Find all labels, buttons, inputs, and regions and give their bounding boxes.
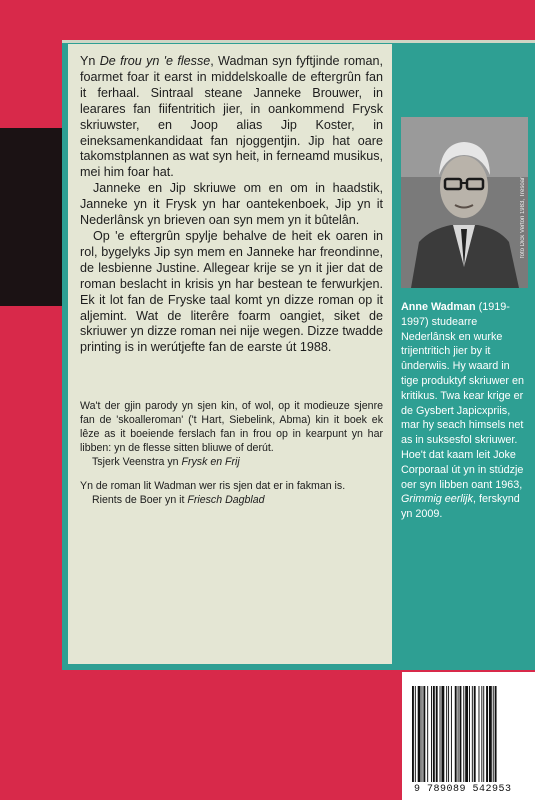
photo-credit: foto Dick Verton 1983, Tresoar	[520, 177, 526, 259]
bio-book-title: Grimmig eerlijk	[401, 493, 473, 506]
quote-1-source: Frysk en Frij	[181, 456, 240, 469]
barcode-box	[402, 672, 535, 800]
p1-prefix: Yn	[80, 54, 100, 68]
isbn-number: 9 789089 542953	[414, 784, 512, 795]
barcode	[412, 686, 525, 782]
author-portrait-illustration	[401, 117, 528, 288]
quote-2-source: Friesch Dagblad	[187, 494, 265, 507]
author-bio	[401, 300, 529, 522]
author-photo	[401, 117, 528, 288]
bio-text-a: (1919-1997) studearre Nederlânsk en wurke trijentritich jier by it ûnderwiis. Hy waard in tige produktyf skriuwer en kritikus. Twa kear krige er de Gysbert Japicxpriis, mar hy seach himsels net as in suksesfol skriuwer. Hoe't dat kaam leit Joke Corporaal út yn in stúdzje oer syn libben oant 1963,	[401, 301, 525, 491]
blurb-text	[80, 54, 383, 356]
blurb-box	[68, 44, 392, 664]
quote-1-text: Wa't der gjin parody yn sjen kin, of wol, op it modieuze sjenre fan de 'skoalleroman' ('t Hart, Siebelink, Abma) kin it boek ek lêze as it boeiende ferslach fan in frou op in kearpunt yn har libben: yn de flesse sitten bliuwe of derút.	[80, 400, 383, 455]
author-name: Anne Wadman	[401, 301, 476, 313]
blurb-paragraph-3: Op 'e eftergrûn spylje behalve de heit ek oaren in rol, bygelyks Jip syn mem en Janneke har freondinne, de lesbienne Justine. Allegear krije se yn it jier dat de roman beslacht in krisis yn har bestean te ferwurkjen. Ek it lot fan de Fryske taal komt yn dizze roman op it aljemint. Wat de literêre foarm oangiet, siket de skriuwer yn dizze roman nei nije wegen. Dizze twadde printing is in werútjefte fan de earste út 1988.	[80, 228, 383, 355]
review-quotes	[80, 399, 383, 507]
black-strip	[0, 128, 62, 306]
book-title: De frou yn 'e flesse	[99, 54, 211, 68]
quote-2-attribution	[80, 493, 383, 507]
quote-2-text: Yn de roman lit Wadman wer ris sjen dat er in fakman is.	[80, 480, 346, 493]
blurb-paragraph-2: Janneke en Jip skriuwe om en om in haadstik, Janneke yn it Frysk yn har oantekenboek, Jip yn it Nederlânsk yn brieven oan syn mem yn it bûtelân.	[80, 181, 383, 228]
p1-rest: , Wadman syn fyftjinde roman, foarmet foar it earst in middelskoalle de eftergrûn fan it ferhaal. Sintraal steane Janneke Brouwer, in learares fan fiifentritich jier, in oankommend Frysk skriuwster, en Joop alias Jip Koster, in eineksamenkandidaat fan njoggentjin. Jip hat oare takomstplannen as wat syn heit, in ferneamd musikus, mei him foar hat.	[80, 54, 384, 180]
bio-text-b: , ferskynd yn 2009.	[401, 493, 520, 521]
quote-2-author: Rients de Boer yn it	[92, 494, 188, 507]
quote-1-author: Tsjerk Veenstra yn	[92, 456, 182, 469]
blurb-paragraph-1	[80, 54, 383, 181]
quote-1-attribution	[80, 455, 383, 469]
